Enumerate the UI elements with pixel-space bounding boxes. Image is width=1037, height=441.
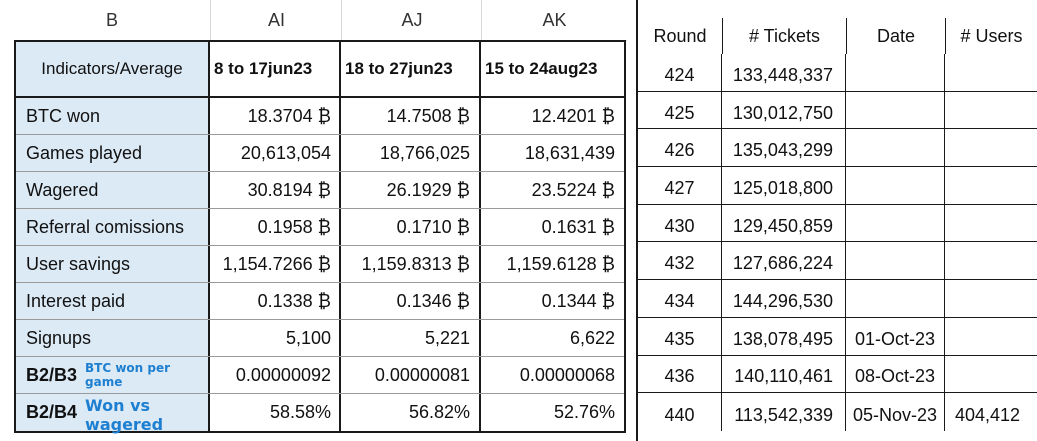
ratio-label[interactable]	[16, 394, 210, 434]
date-cell[interactable]	[846, 205, 945, 242]
table-row	[16, 209, 624, 246]
value-cell[interactable]: 1,159.8313 ₿	[341, 246, 481, 282]
value-cell[interactable]: 18.3704 ₿	[210, 98, 341, 134]
ratio-note: Won vs wagered	[85, 395, 164, 434]
value-cell[interactable]: 0.1344 ₿	[541, 290, 615, 311]
table-row	[16, 320, 624, 357]
header-users[interactable]: # Users	[945, 18, 1037, 54]
tickets-cell[interactable]: 127,686,224	[722, 242, 846, 279]
value-cell[interactable]: 1,154.7266 ₿	[210, 246, 341, 282]
value-cell[interactable]: 12.4201 ₿	[531, 105, 615, 126]
users-cell[interactable]	[945, 318, 1037, 355]
users-cell[interactable]	[945, 356, 1037, 393]
column-header-ak[interactable]: AK	[481, 0, 627, 41]
table-row	[16, 246, 624, 283]
value-cell[interactable]: 0.1631 ₿	[541, 216, 615, 237]
table-row	[638, 242, 1037, 280]
round-cell[interactable]: 426	[638, 129, 722, 166]
tickets-cell[interactable]: 135,043,299	[722, 129, 846, 166]
value-cell[interactable]: 14.7508 ₿	[341, 98, 481, 134]
table-row	[638, 393, 1037, 431]
ratio-row	[16, 357, 624, 394]
ratio-row	[16, 394, 624, 434]
round-cell[interactable]: 424	[638, 54, 722, 91]
date-cell[interactable]	[846, 167, 945, 204]
value-cell[interactable]: 0.1338 ₿	[210, 283, 341, 319]
ratio-code: B2/B4	[26, 402, 78, 422]
row-label[interactable]: BTC won	[16, 98, 210, 134]
value-cell[interactable]: 52.76%	[553, 402, 615, 422]
value-cell[interactable]: 18,631,439	[524, 142, 615, 163]
value-cell[interactable]: 26.1929 ₿	[341, 172, 481, 208]
users-cell[interactable]	[945, 280, 1037, 317]
value-cell[interactable]: 0.1710 ₿	[341, 209, 481, 245]
table-row	[638, 280, 1037, 318]
table-row	[638, 205, 1037, 243]
users-cell[interactable]	[945, 54, 1037, 91]
row-label[interactable]: Referral comissions	[16, 209, 210, 245]
table-row	[638, 167, 1037, 205]
tickets-cell[interactable]: 138,078,495	[722, 318, 846, 355]
value-cell[interactable]: 5,221	[341, 320, 481, 356]
date-cell[interactable]	[846, 242, 945, 279]
round-cell[interactable]: 434	[638, 280, 722, 317]
tickets-cell[interactable]: 129,450,859	[722, 205, 846, 242]
column-header-b[interactable]: B	[14, 0, 210, 41]
tickets-cell[interactable]: 144,296,530	[722, 280, 846, 317]
table-row	[638, 92, 1037, 130]
round-cell[interactable]: 440	[638, 393, 722, 431]
table-row	[638, 54, 1037, 92]
value-cell[interactable]: 18,766,025	[341, 135, 481, 171]
value-cell[interactable]: 6,622	[569, 327, 615, 348]
column-header-aj[interactable]: AJ	[341, 0, 482, 41]
ratio-note: BTC won per game	[85, 361, 171, 389]
value-cell[interactable]: 0.00000081	[341, 357, 481, 393]
users-cell[interactable]	[945, 92, 1037, 129]
indicators-table	[14, 40, 626, 433]
header-tickets[interactable]: # Tickets	[722, 18, 846, 54]
column-header-ai[interactable]: AI	[210, 0, 342, 41]
table-row	[16, 283, 624, 320]
period-header-3[interactable]: 15 to 24aug23	[485, 59, 598, 78]
users-cell[interactable]	[945, 167, 1037, 204]
value-cell[interactable]: 56.82%	[341, 394, 481, 431]
value-cell[interactable]: 0.1958 ₿	[210, 209, 341, 245]
value-cell[interactable]: 30.8194 ₿	[210, 172, 341, 208]
date-cell[interactable]	[846, 129, 945, 166]
row-label[interactable]: Games played	[16, 135, 210, 171]
round-cell[interactable]: 427	[638, 167, 722, 204]
value-cell[interactable]: 58.58%	[210, 394, 341, 431]
rounds-body	[638, 54, 1037, 431]
users-cell[interactable]	[945, 205, 1037, 242]
date-cell[interactable]	[846, 54, 945, 91]
value-cell[interactable]: 23.5224 ₿	[531, 179, 615, 200]
row-label[interactable]: Wagered	[16, 172, 210, 208]
table-row	[16, 135, 624, 172]
ratio-code: B2/B3	[26, 364, 78, 385]
users-cell[interactable]	[945, 242, 1037, 279]
row-label[interactable]: User savings	[16, 246, 210, 282]
tickets-cell[interactable]: 130,012,750	[722, 92, 846, 129]
date-cell[interactable]: 01-Oct-23	[846, 318, 945, 355]
value-cell[interactable]: 20,613,054	[210, 135, 341, 171]
tickets-cell[interactable]: 125,018,800	[722, 167, 846, 204]
date-cell[interactable]: 08-Oct-23	[846, 356, 945, 393]
round-cell[interactable]: 425	[638, 92, 722, 129]
users-cell[interactable]: 404,412	[955, 404, 1021, 425]
date-cell[interactable]	[846, 280, 945, 317]
users-cell[interactable]	[945, 129, 1037, 166]
period-header-1[interactable]: 8 to 17jun23	[210, 42, 341, 96]
date-cell[interactable]	[846, 92, 945, 129]
indicators-header-row	[16, 42, 624, 98]
value-cell[interactable]: 0.1346 ₿	[341, 283, 481, 319]
value-cell[interactable]: 1,159.6128 ₿	[506, 253, 615, 274]
rounds-table	[636, 0, 1037, 441]
header-round[interactable]: Round	[653, 25, 707, 46]
row-label[interactable]: Signups	[16, 320, 210, 356]
tickets-cell[interactable]: 133,448,337	[722, 54, 846, 91]
tickets-cell[interactable]: 140,110,461	[722, 356, 846, 393]
date-cell[interactable]: 05-Nov-23	[846, 393, 945, 431]
table-row	[638, 129, 1037, 167]
value-cell[interactable]: 5,100	[210, 320, 341, 356]
round-cell[interactable]: 435	[638, 318, 722, 355]
header-date[interactable]: Date	[846, 18, 945, 54]
round-cell[interactable]: 432	[638, 242, 722, 279]
ratio-label[interactable]	[16, 357, 210, 393]
table-row	[638, 318, 1037, 356]
table-row	[638, 356, 1037, 394]
table-row	[16, 172, 624, 209]
table-row	[16, 98, 624, 135]
rounds-header-row	[638, 18, 1037, 54]
round-cell[interactable]: 430	[638, 205, 722, 242]
value-cell[interactable]: 0.00000092	[210, 357, 341, 393]
round-cell[interactable]: 436	[638, 356, 722, 393]
period-header-2[interactable]: 18 to 27jun23	[341, 42, 481, 96]
value-cell[interactable]: 0.00000068	[519, 364, 615, 385]
row-label[interactable]: Interest paid	[16, 283, 210, 319]
indicators-header-label[interactable]: Indicators/Average	[16, 42, 210, 96]
tickets-cell[interactable]: 113,542,339	[722, 393, 846, 431]
